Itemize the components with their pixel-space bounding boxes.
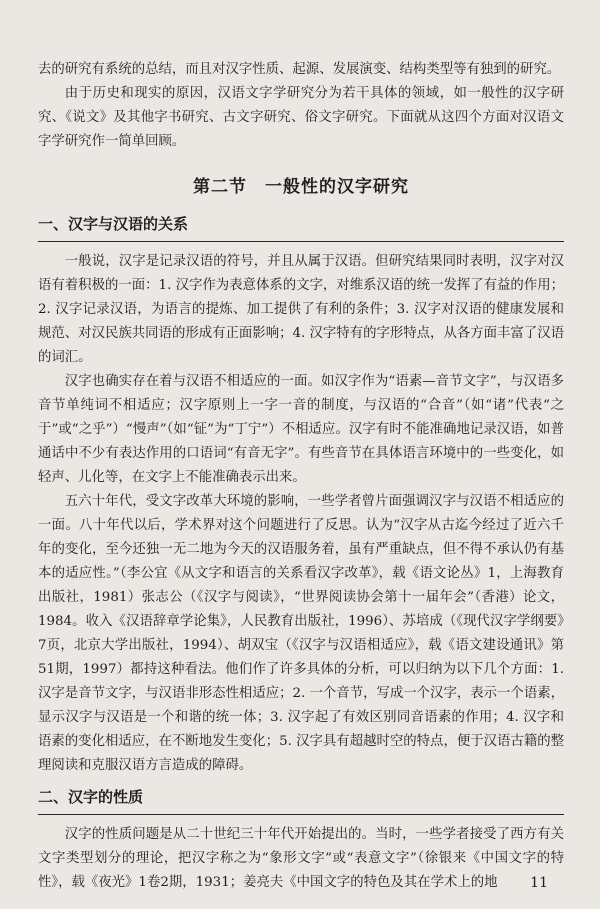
- section-heading: [38, 172, 564, 197]
- paragraph: 一般说，汉字是记录汉语的符号，并且从属于汉语。但研究结果同时表明，汉字对汉语有着积极的一面：1. 汉字作为表意体系的文字，对维系汉语的统一发挥了有益的作用；2. 汉字记录汉语，为语言的提炼、加工提供了有利的条件；3. 汉字对汉语的健康发展和规范、对汉民族共同语的形成有正面影响；4. 汉字特有的字形特点，从各方面丰富了汉语的词汇。: [38, 254, 564, 365]
- paragraph-continued: 去的研究有系统的总结，而且对汉字性质、起源、发展演变、结构类型等有独到的研究。: [38, 62, 561, 77]
- page-content: [38, 58, 564, 895]
- page-number: 11: [530, 875, 548, 891]
- section-title-text: 一般性的汉字研究: [265, 177, 409, 197]
- paragraph: 汉字也确实存在着与汉语不相适应的一面。如汉字作为“语素—音节文字”，与汉语多音节单纯词不相适应；汉字原则上一字一音的制度，与汉语的“合音”（如“诸”代表“之于”或“之乎”）“慢声”（如“钲”为“丁宁”）不相适应。汉字有时不能准确地记录汉语，如普通话中不少有表达作用的口语词“有音无字”。有些音节在具体语言环境中的一些变化，如轻声、儿化等，在文字上不能准确表示出来。: [38, 374, 564, 485]
- paragraph-overview: 由于历史和现实的原因，汉语文字学研究分为若干具体的领域，如一般性的汉字研究、《说文》及其他字书研究、古文字研究、俗文字研究。下面就从这四个方面对汉语文字学研究作一简单回顾。: [38, 86, 564, 149]
- paragraph: 汉字的性质问题是从二十世纪三十年代开始提出的。当时，一些学者接受了西方有关文字类型划分的理论，把汉字称之为“象形文字”或“表意文字”（徐银来《中国文字的特性》，载《夜光》1卷2期，1931；姜亮夫《中国文字的特色及其在学术上的地: [38, 827, 564, 890]
- subsection-heading-1: 一、汉字与汉语的关系: [38, 213, 564, 242]
- subsection-heading-2: 二、汉字的性质: [38, 786, 564, 815]
- paragraph: 五六十年代，受文字改革大环境的影响，一些学者曾片面强调汉字与汉语不相适应的一面。八十年代以后，学术界对这个问题进行了反思。认为“汉字从古迄今经过了近六千年的变化，至今还独一无二地为今天的汉语服务着，虽有严重缺点，但不得不承认仍有基本的适应性。”（李公宜《从文字和语言的关系看汉字改革》，载《语文论丛》1，上海教育出版社，1981）张志公（《汉字与阅读》，“世界阅读协会第十一届年会”（香港）论文，1984。收入《汉语辞章学论集》，人民教育出版社，1996）、苏培成（《现代汉字学纲要》7页，北京大学出版社，1994）、胡双宝（《汉字与汉语相适应》，载《语文建设通讯》第51期，1997）都持这种看法。他们作了许多具体的分析，可以归纳为以下几个方面：1. 汉字是音节文字，与汉语非形态性相适应；2. 一个音节，写成一个汉字，表示一个语素，显示汉字与汉语是一个和谐的统一体；3. 汉字起了有效区别同音语素的作用；4. 汉字和语素的变化相适应，在不断地发生变化；5. 汉字具有超越时空的特点，便于汉语古籍的整理阅读和克服汉语方言造成的障碍。: [38, 494, 564, 773]
- section-number: 第二节: [193, 177, 247, 197]
